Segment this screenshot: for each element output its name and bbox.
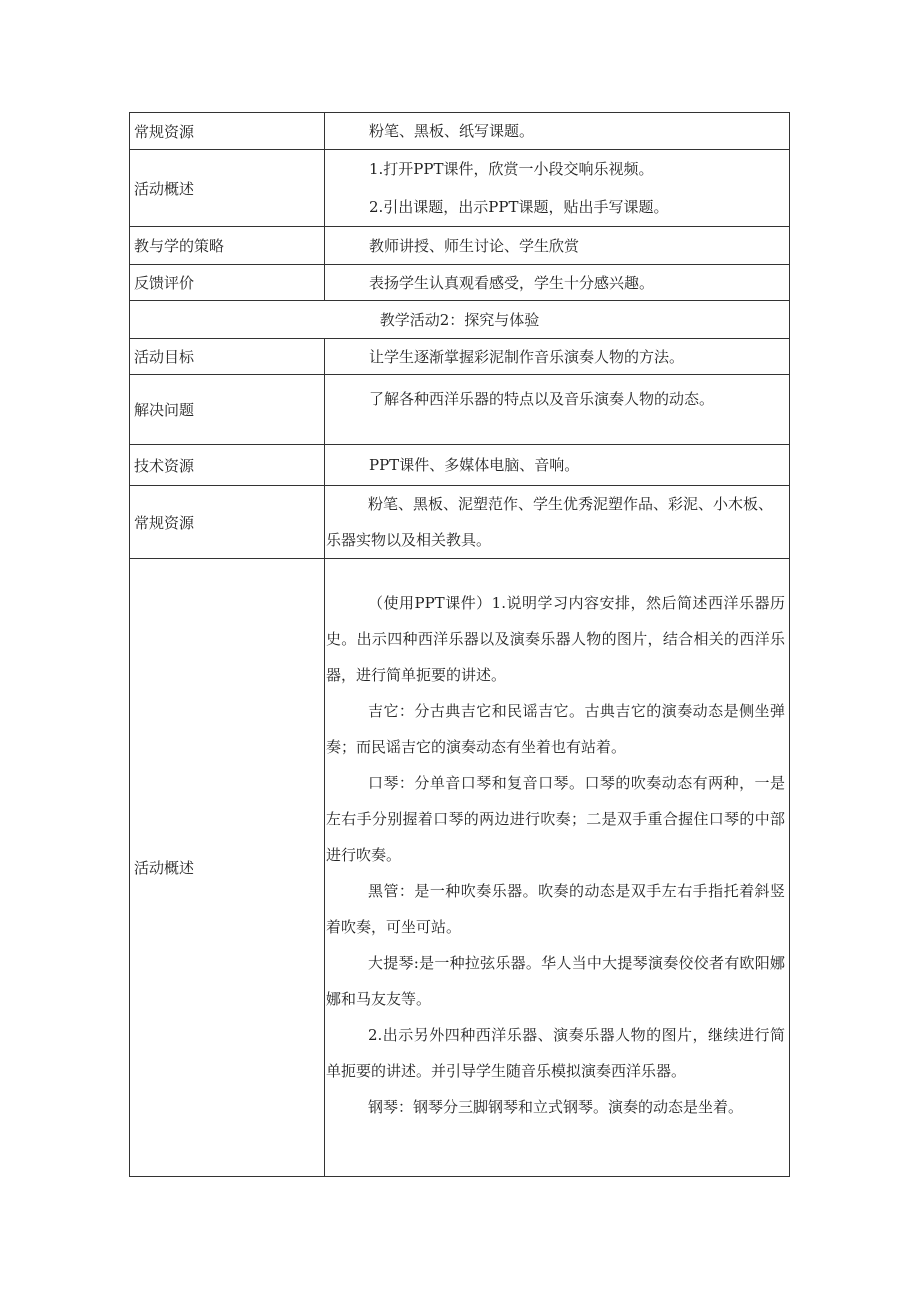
row-content: 粉笔、黑板、泥塑范作、学生优秀泥塑作品、彩泥、小木板、乐器实物以及相关教具。 (325, 486, 790, 559)
paragraph: 2.出示另外四种西洋乐器、演奏乐器人物的图片，继续进行简单扼要的讲述。并引导学生随音乐模拟演奏西洋乐器。 (326, 1026, 785, 1080)
row-label: 常规资源 (130, 113, 325, 150)
section-header-row (130, 301, 790, 339)
row-content: 了解各种西洋乐器的特点以及音乐演奏人物的动态。 (325, 375, 790, 445)
paragraph: 吉它：分古典吉它和民谣吉它。古典吉它的演奏动态是侧坐弹奏；而民谣吉它的演奏动态有坐着也有站着。 (326, 702, 785, 756)
overview-content (325, 559, 790, 1177)
lesson-plan-table (129, 112, 790, 1177)
table-row (130, 227, 790, 265)
row-label: 活动目标 (130, 339, 325, 375)
paragraph: 钢琴：钢琴分三脚钢琴和立式钢琴。演奏的动态是坐着。 (368, 1098, 744, 1116)
table-row (130, 445, 790, 486)
row-content: 教师讲授、师生讨论、学生欣赏 (325, 227, 790, 265)
row-label: 常规资源 (130, 486, 325, 559)
row-content: PPT课件、多媒体电脑、音响。 (325, 445, 790, 486)
row-content (325, 150, 790, 227)
row-content: 粉笔、黑板、纸写课题。 (325, 113, 790, 150)
paragraph: 大提琴:是一种拉弦乐器。华人当中大提琴演奏佼佼者有欧阳娜娜和马友友等。 (326, 954, 785, 1008)
row-label: 技术资源 (130, 445, 325, 486)
paragraph: 口琴：分单音口琴和复音口琴。口琴的吹奏动态有两种，一是左右手分别握着口琴的两边进行吹奏；二是双手重合握住口琴的中部进行吹奏。 (326, 774, 785, 864)
content-line: 1.打开PPT课件，欣赏一小段交响乐视频。 (369, 160, 654, 178)
row-content: 表扬学生认真观看感受，学生十分感兴趣。 (325, 265, 790, 301)
table-row (130, 339, 790, 375)
row-label: 活动概述 (130, 559, 325, 1177)
table-row (130, 375, 790, 445)
paragraph: 黑管：是一种吹奏乐器。吹奏的动态是双手左右手指托着斜竖着吹奏，可坐可站。 (326, 882, 785, 936)
section-title: 教学活动2：探究与体验 (130, 301, 790, 339)
row-label: 反馈评价 (130, 265, 325, 301)
table-row (130, 486, 790, 559)
row-content: 让学生逐渐掌握彩泥制作音乐演奏人物的方法。 (325, 339, 790, 375)
row-label: 活动概述 (130, 150, 325, 227)
table-row (130, 559, 790, 1177)
row-label: 教与学的策略 (130, 227, 325, 265)
table-row (130, 150, 790, 227)
content-line: 2.引出课题，出示PPT课题，贴出手写课题。 (369, 198, 669, 216)
paragraph: （使用PPT课件）1.说明学习内容安排，然后简述西洋乐器历史。出示四种西洋乐器以及演奏乐器人物的图片，结合相关的西洋乐器，进行简单扼要的讲述。 (326, 594, 785, 684)
row-label: 解决问题 (130, 375, 325, 445)
table-row (130, 113, 790, 150)
table-row (130, 265, 790, 301)
